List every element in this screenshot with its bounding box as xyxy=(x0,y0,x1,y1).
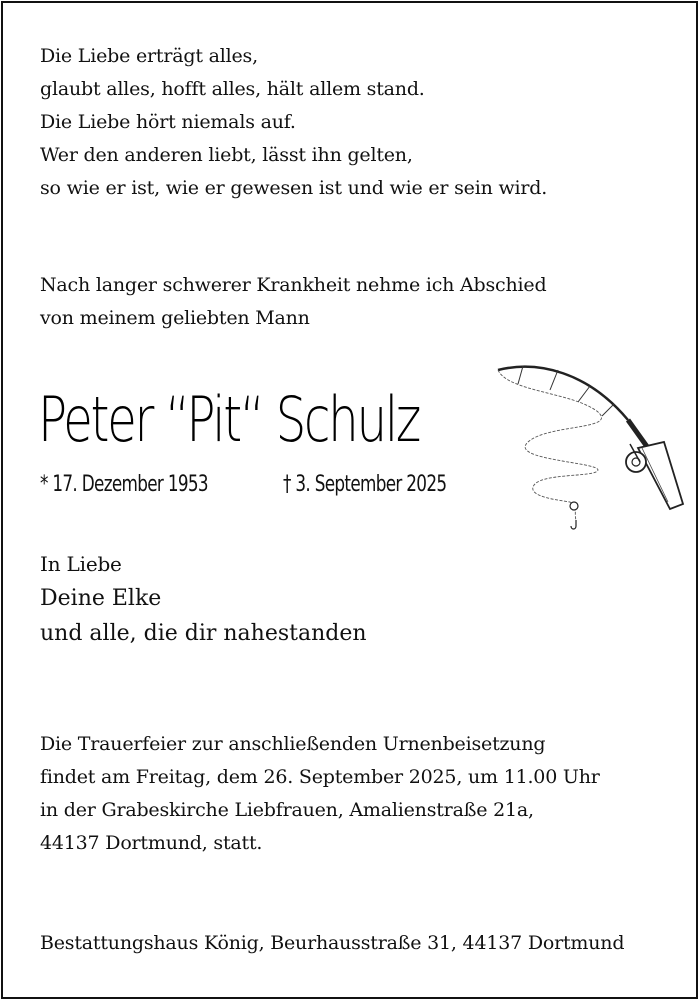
poem-line: so wie er ist, wie er gewesen ist und wie er sein wird. xyxy=(40,177,548,199)
poem-line: glaubt alles, hofft alles, hält allem stand. xyxy=(40,78,425,100)
poem-line: Die Liebe erträgt alles, xyxy=(40,45,258,67)
ceremony-line: 44137 Dortmund, statt. xyxy=(40,832,263,854)
deceased-name: Peter “Pit“ Schulz xyxy=(38,383,419,456)
poem xyxy=(40,40,547,205)
birth-date: * 17. Dezember 1953 xyxy=(40,472,208,497)
death-date: † 3. September 2025 xyxy=(283,472,447,497)
fishing-rod-icon xyxy=(478,352,690,532)
intro-line: Nach langer schwerer Krankheit nehme ich Abschied xyxy=(40,274,547,296)
intro-text xyxy=(40,269,546,335)
ceremony-line: findet am Freitag, dem 26. September 2025, um 11.00 Uhr xyxy=(40,766,600,788)
signoff-name: Deine Elke xyxy=(40,586,162,611)
ceremony-details xyxy=(40,728,600,860)
ceremony-line: in der Grabeskirche Liebfrauen, Amalienstraße 21a, xyxy=(40,799,534,821)
signoff-name: und alle, die dir nahestanden xyxy=(40,621,367,646)
poem-line: Wer den anderen liebt, lässt ihn gelten, xyxy=(40,144,413,166)
signoff-lead: In Liebe xyxy=(40,552,122,576)
intro-line: von meinem geliebten Mann xyxy=(40,307,310,329)
undertaker-address: Bestattungshaus König, Beurhausstraße 31, 44137 Dortmund xyxy=(40,932,625,954)
signoff xyxy=(40,547,367,651)
ceremony-line: Die Trauerfeier zur anschließenden Urnenbeisetzung xyxy=(40,733,546,755)
poem-line: Die Liebe hört niemals auf. xyxy=(40,111,296,133)
